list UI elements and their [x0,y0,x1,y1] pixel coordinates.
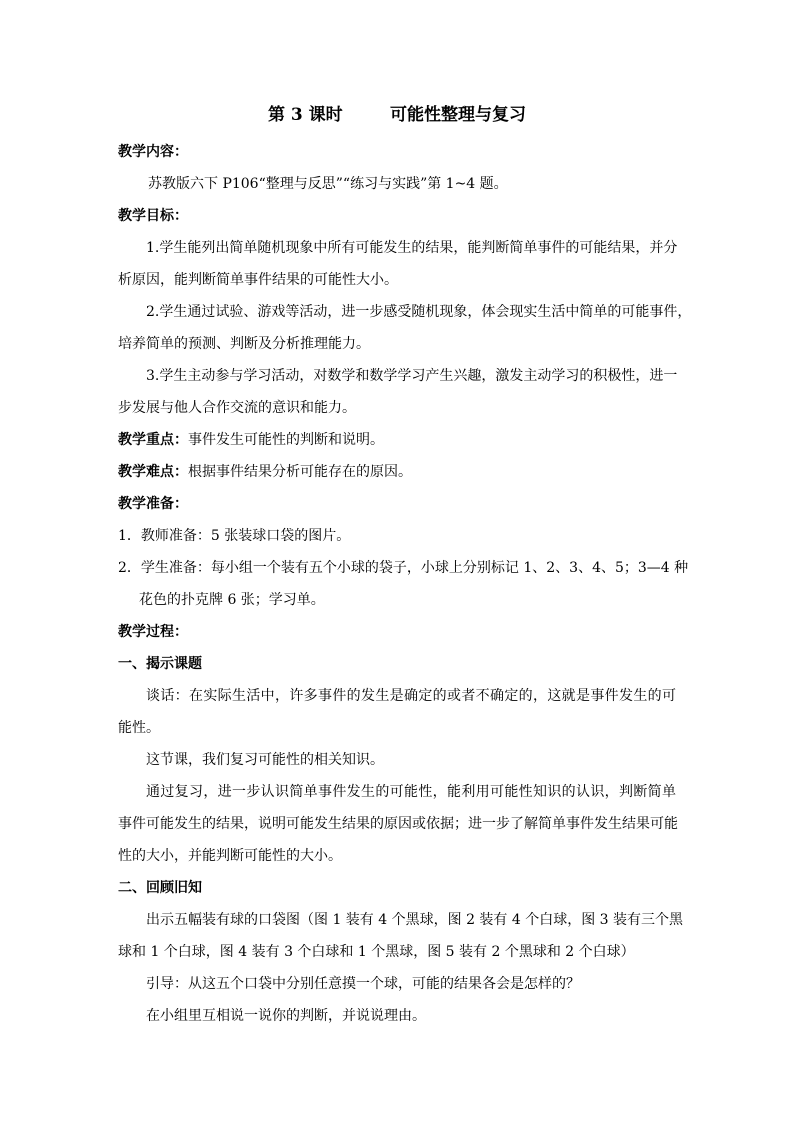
goal-1-line-1: 1.学生能列出简单随机现象中所有可能发生的结果，能判断简单事件的可能结果，并分 [146,240,678,256]
prep-item-2-line-2: 花色的扑克牌 6 张；学习单。 [139,592,325,608]
section-heading-goals: 教学目标： [118,208,188,224]
key-point-label: 教学重点： [118,432,188,448]
section-heading-preparation: 教学准备： [118,496,188,512]
goal-3-line-1: 3.学生主动参与学习活动，对数学和数学学习产生兴趣，激发主动学习的积极性，进一 [146,368,678,384]
prep-item-2-line-1: 2．学生准备：每小组一个装有五个小球的袋子，小球上分别标记 1、2、3、4、5；3—4 种 [118,560,689,576]
goal-3-line-2: 步发展与他人合作交流的意识和能力。 [118,400,356,416]
section-heading-process: 教学过程： [118,624,188,640]
part-1-heading: 一、揭示课题 [118,656,202,672]
key-point-row [118,424,676,456]
paragraph-4-line-2: 球和 1 个白球，图 4 装有 3 个白球和 1 个黑球，图 5 装有 2 个黑球和 2 个白球） [118,944,635,960]
goal-2-line-2: 培养简单的预测、判断及分析推理能力。 [118,336,370,352]
key-point-text: 事件发生可能性的判断和说明。 [188,432,384,448]
document-title: 第 3 课时 可能性整理与复习 [267,105,526,125]
goal-1-line-2: 析原因，能判断简单事件结果的可能性大小。 [118,272,398,288]
goal-2-line-1: 2.学生通过试验、游戏等活动，进一步感受随机现象，体会现实生活中简单的可能事件， [146,304,692,320]
difficulty-label: 教学难点： [118,464,188,480]
paragraph-3-line-1: 通过复习，进一步认识简单事件发生的可能性，能利用可能性知识的认识，判断简单 [146,784,676,800]
difficulty-text: 根据事件结果分析可能存在的原因。 [188,464,412,480]
section-heading-content: 教学内容： [118,144,188,160]
paragraph-1-line-2: 能性。 [118,720,160,736]
paragraph-6: 在小组里互相说一说你的判断，并说说理由。 [146,1008,426,1024]
difficulty-row [118,456,676,488]
paragraph-3-line-3: 性的大小，并能判断可能性的大小。 [118,848,342,864]
content-text: 苏教版六下 P106“整理与反思”“练习与实践”第 1~4 题。 [148,176,508,192]
paragraph-1-line-1: 谈话：在实际生活中，许多事件的发生是确定的或者不确定的，这就是事件发生的可 [146,688,676,704]
paragraph-4-line-1: 出示五幅装有球的口袋图（图 1 装有 4 个黑球，图 2 装有 4 个白球，图 3 装有三个黑 [146,912,684,928]
part-2-heading: 二、回顾旧知 [118,880,202,896]
paragraph-3-line-2: 事件可能发生的结果，说明可能发生结果的原因或依据；进一步了解简单事件发生结果可能 [118,816,678,832]
paragraph-5: 引导：从这五个口袋中分别任意摸一个球，可能的结果各会是怎样的？ [146,976,580,992]
prep-item-1: 1．教师准备：5 张装球口袋的图片。 [118,528,351,544]
paragraph-2: 这节课，我们复习可能性的相关知识。 [146,752,384,768]
